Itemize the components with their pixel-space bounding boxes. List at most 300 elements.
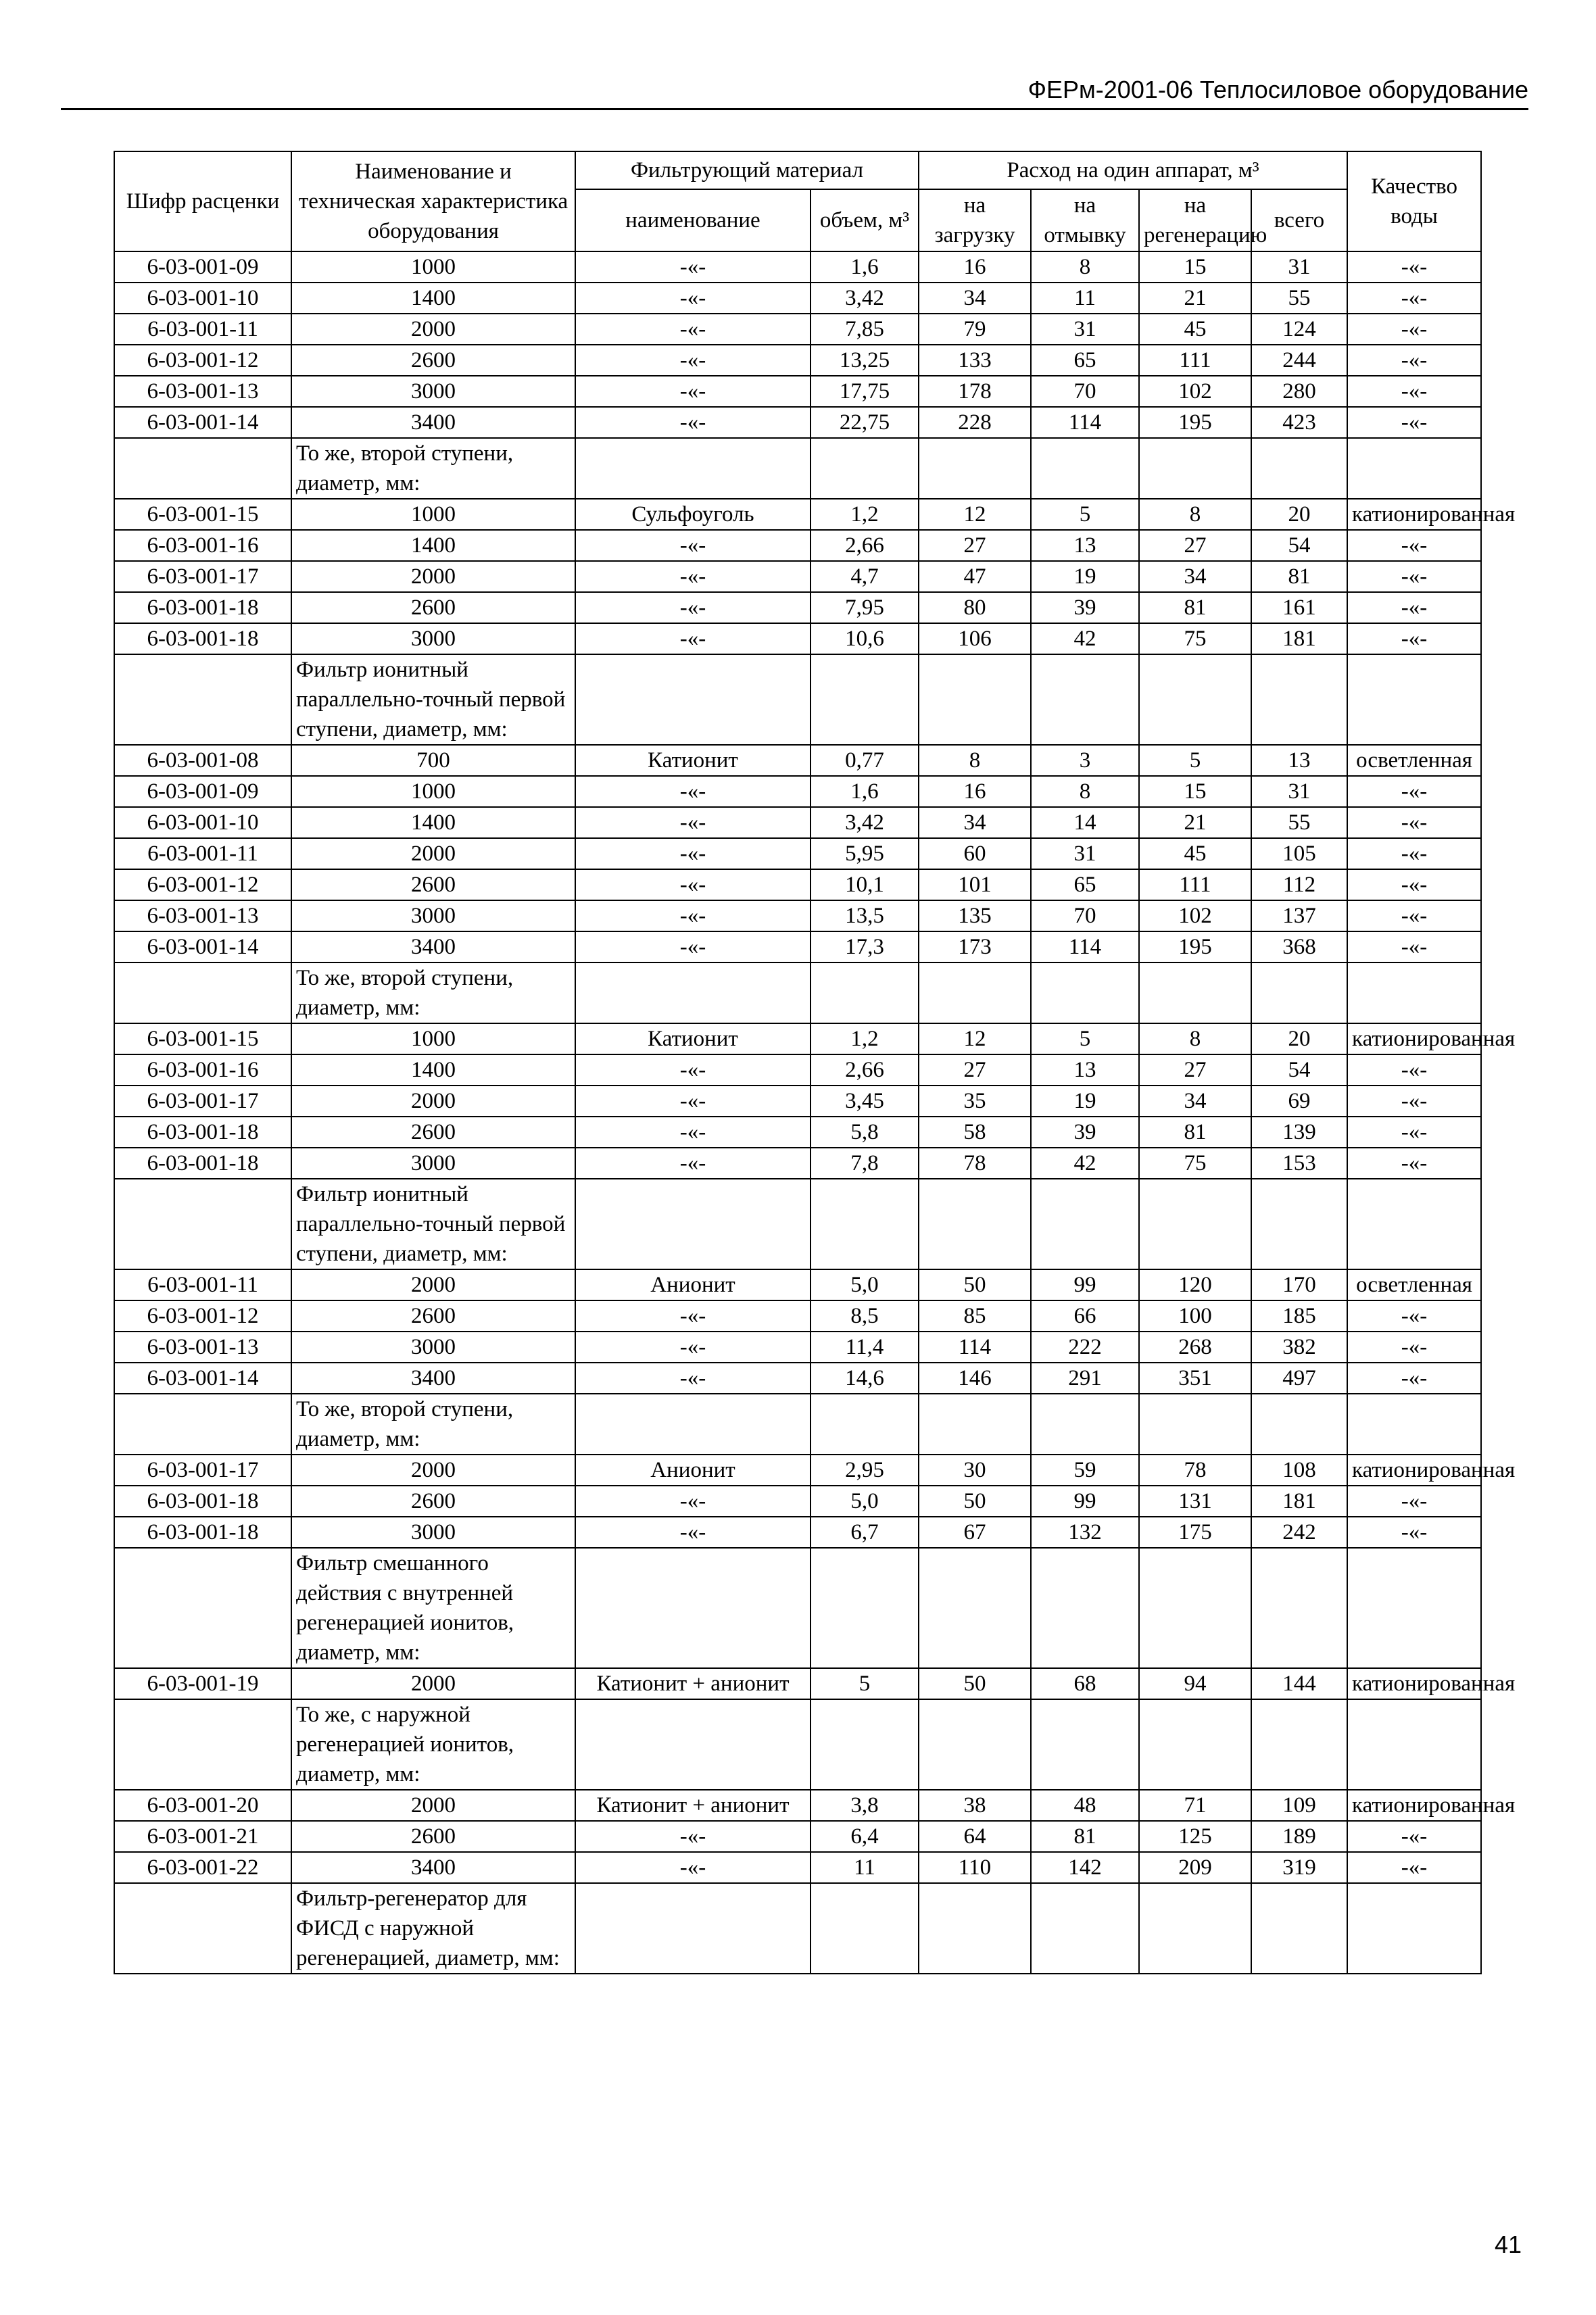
quality-cell: -«- — [1347, 530, 1481, 561]
total-cell: 55 — [1251, 807, 1347, 838]
table-row — [114, 592, 1481, 623]
load-cell: 85 — [919, 1300, 1031, 1332]
material-cell: -«- — [575, 1148, 811, 1179]
volume-cell — [811, 962, 919, 1023]
name-cell: 2600 — [291, 1117, 575, 1148]
name-cell: 1000 — [291, 251, 575, 283]
load-cell — [919, 1548, 1031, 1668]
regen-cell: 81 — [1139, 592, 1251, 623]
table-row — [114, 1269, 1481, 1300]
volume-cell: 1,2 — [811, 499, 919, 530]
regen-cell: 34 — [1139, 561, 1251, 592]
regen-cell — [1139, 1394, 1251, 1455]
load-cell: 173 — [919, 931, 1031, 962]
name-cell: Фильтр ионитный параллельно-точный первой ступени, диаметр, мм: — [291, 654, 575, 745]
load-cell: 27 — [919, 1054, 1031, 1086]
material-cell: -«- — [575, 931, 811, 962]
col-header-name: Наименование и техническая характеристика оборудования — [291, 151, 575, 251]
regen-cell — [1139, 654, 1251, 745]
table-row — [114, 1517, 1481, 1548]
name-cell: 2000 — [291, 1790, 575, 1821]
total-cell — [1251, 1179, 1347, 1269]
volume-cell: 7,95 — [811, 592, 919, 623]
wash-cell — [1031, 962, 1139, 1023]
material-cell: Катионит + анионит — [575, 1790, 811, 1821]
name-cell: 2600 — [291, 592, 575, 623]
load-cell: 146 — [919, 1363, 1031, 1394]
wash-cell — [1031, 654, 1139, 745]
table-row — [114, 1148, 1481, 1179]
table-row — [114, 499, 1481, 530]
load-cell — [919, 962, 1031, 1023]
wash-cell: 68 — [1031, 1668, 1139, 1699]
quality-cell — [1347, 1883, 1481, 1974]
volume-cell: 6,4 — [811, 1821, 919, 1852]
material-cell: Катионит — [575, 1023, 811, 1054]
volume-cell — [811, 1548, 919, 1668]
quality-cell: -«- — [1347, 1821, 1481, 1852]
regen-cell: 120 — [1139, 1269, 1251, 1300]
code-cell: 6-03-001-17 — [114, 561, 291, 592]
volume-cell: 10,1 — [811, 869, 919, 900]
table-row — [114, 1332, 1481, 1363]
wash-cell — [1031, 1394, 1139, 1455]
wash-cell: 81 — [1031, 1821, 1139, 1852]
regen-cell: 21 — [1139, 283, 1251, 314]
quality-cell: -«- — [1347, 376, 1481, 407]
material-cell: -«- — [575, 251, 811, 283]
total-cell — [1251, 654, 1347, 745]
wash-cell: 65 — [1031, 345, 1139, 376]
wash-cell: 114 — [1031, 931, 1139, 962]
total-cell: 54 — [1251, 1054, 1347, 1086]
regen-cell — [1139, 962, 1251, 1023]
code-cell: 6-03-001-18 — [114, 1117, 291, 1148]
total-cell: 319 — [1251, 1852, 1347, 1883]
quality-cell: -«- — [1347, 931, 1481, 962]
table-row — [114, 1668, 1481, 1699]
name-cell: 700 — [291, 745, 575, 776]
quality-cell: -«- — [1347, 1517, 1481, 1548]
volume-cell — [811, 654, 919, 745]
name-cell: Фильтр-регенератор для ФИСД с наружной регенерацией, диаметр, мм: — [291, 1883, 575, 1974]
code-cell: 6-03-001-20 — [114, 1790, 291, 1821]
code-cell: 6-03-001-11 — [114, 838, 291, 869]
volume-cell: 5,8 — [811, 1117, 919, 1148]
load-cell — [919, 1179, 1031, 1269]
wash-cell: 8 — [1031, 251, 1139, 283]
regen-cell — [1139, 1179, 1251, 1269]
total-cell: 181 — [1251, 1486, 1347, 1517]
material-cell: -«- — [575, 1117, 811, 1148]
table-row — [114, 1300, 1481, 1332]
quality-cell — [1347, 654, 1481, 745]
code-cell: 6-03-001-11 — [114, 1269, 291, 1300]
total-cell — [1251, 1883, 1347, 1974]
name-cell: То же, с наружной регенерацией ионитов, диаметр, мм: — [291, 1699, 575, 1790]
header-rule — [61, 108, 1528, 110]
material-cell: -«- — [575, 1300, 811, 1332]
quality-cell: катионированная — [1347, 1023, 1481, 1054]
regen-cell: 21 — [1139, 807, 1251, 838]
load-cell: 47 — [919, 561, 1031, 592]
code-cell: 6-03-001-21 — [114, 1821, 291, 1852]
wash-cell — [1031, 1548, 1139, 1668]
volume-cell: 5,0 — [811, 1486, 919, 1517]
quality-cell: -«- — [1347, 838, 1481, 869]
table-row — [114, 1821, 1481, 1852]
quality-cell: -«- — [1347, 900, 1481, 931]
material-cell — [575, 1179, 811, 1269]
volume-cell: 8,5 — [811, 1300, 919, 1332]
code-cell: 6-03-001-13 — [114, 376, 291, 407]
code-cell: 6-03-001-18 — [114, 1517, 291, 1548]
code-cell — [114, 1883, 291, 1974]
material-cell — [575, 1394, 811, 1455]
name-cell: 3400 — [291, 931, 575, 962]
load-cell: 8 — [919, 745, 1031, 776]
quality-cell: -«- — [1347, 807, 1481, 838]
regen-cell: 111 — [1139, 869, 1251, 900]
name-cell: 2600 — [291, 869, 575, 900]
wash-cell — [1031, 1179, 1139, 1269]
regen-cell: 195 — [1139, 931, 1251, 962]
quality-cell: -«- — [1347, 869, 1481, 900]
wash-cell: 70 — [1031, 376, 1139, 407]
volume-cell: 11 — [811, 1852, 919, 1883]
volume-cell: 17,75 — [811, 376, 919, 407]
col-header-load: на загрузку — [919, 189, 1031, 251]
quality-cell: катионированная — [1347, 1455, 1481, 1486]
code-cell: 6-03-001-15 — [114, 499, 291, 530]
quality-cell — [1347, 438, 1481, 499]
table-row — [114, 869, 1481, 900]
volume-cell: 7,8 — [811, 1148, 919, 1179]
load-cell: 12 — [919, 1023, 1031, 1054]
total-cell: 497 — [1251, 1363, 1347, 1394]
quality-cell: осветленная — [1347, 1269, 1481, 1300]
total-cell: 20 — [1251, 1023, 1347, 1054]
code-cell: 6-03-001-14 — [114, 1363, 291, 1394]
code-cell: 6-03-001-10 — [114, 807, 291, 838]
name-cell: 1400 — [291, 530, 575, 561]
material-cell: -«- — [575, 1821, 811, 1852]
name-cell: 2600 — [291, 1300, 575, 1332]
name-cell: 3000 — [291, 623, 575, 654]
code-cell: 6-03-001-09 — [114, 251, 291, 283]
quality-cell: -«- — [1347, 1086, 1481, 1117]
table-row — [114, 807, 1481, 838]
load-cell: 78 — [919, 1148, 1031, 1179]
material-cell: -«- — [575, 1852, 811, 1883]
regen-cell: 5 — [1139, 745, 1251, 776]
name-cell: 3400 — [291, 1852, 575, 1883]
section-row — [114, 654, 1481, 745]
load-cell: 30 — [919, 1455, 1031, 1486]
material-cell: -«- — [575, 561, 811, 592]
load-cell: 135 — [919, 900, 1031, 931]
code-cell: 6-03-001-16 — [114, 1054, 291, 1086]
table-row — [114, 1054, 1481, 1086]
code-cell — [114, 1394, 291, 1455]
material-cell: -«- — [575, 314, 811, 345]
volume-cell: 11,4 — [811, 1332, 919, 1363]
quality-cell: -«- — [1347, 561, 1481, 592]
regen-cell: 351 — [1139, 1363, 1251, 1394]
material-cell — [575, 438, 811, 499]
regen-cell: 75 — [1139, 1148, 1251, 1179]
material-cell — [575, 1699, 811, 1790]
quality-cell: -«- — [1347, 283, 1481, 314]
name-cell: 3000 — [291, 1517, 575, 1548]
code-cell: 6-03-001-13 — [114, 900, 291, 931]
code-cell: 6-03-001-18 — [114, 623, 291, 654]
regen-cell: 100 — [1139, 1300, 1251, 1332]
wash-cell — [1031, 1699, 1139, 1790]
volume-cell: 22,75 — [811, 407, 919, 438]
table-row — [114, 314, 1481, 345]
col-header-quality: Качество воды — [1347, 151, 1481, 251]
material-cell: -«- — [575, 376, 811, 407]
wash-cell: 3 — [1031, 745, 1139, 776]
section-row — [114, 438, 1481, 499]
total-cell: 108 — [1251, 1455, 1347, 1486]
quality-cell: -«- — [1347, 1300, 1481, 1332]
load-cell — [919, 438, 1031, 499]
wash-cell: 42 — [1031, 1148, 1139, 1179]
volume-cell: 4,7 — [811, 561, 919, 592]
total-cell: 153 — [1251, 1148, 1347, 1179]
material-cell — [575, 962, 811, 1023]
quality-cell: -«- — [1347, 1117, 1481, 1148]
quality-cell — [1347, 1548, 1481, 1668]
table-row — [114, 561, 1481, 592]
load-cell: 110 — [919, 1852, 1031, 1883]
code-cell: 6-03-001-11 — [114, 314, 291, 345]
quality-cell: -«- — [1347, 345, 1481, 376]
regen-cell: 78 — [1139, 1455, 1251, 1486]
wash-cell: 70 — [1031, 900, 1139, 931]
regen-cell: 15 — [1139, 251, 1251, 283]
code-cell — [114, 1699, 291, 1790]
name-cell: 2000 — [291, 838, 575, 869]
code-cell: 6-03-001-22 — [114, 1852, 291, 1883]
name-cell: Фильтр ионитный параллельно-точный первой ступени, диаметр, мм: — [291, 1179, 575, 1269]
total-cell: 54 — [1251, 530, 1347, 561]
volume-cell: 5,95 — [811, 838, 919, 869]
code-cell: 6-03-001-12 — [114, 345, 291, 376]
material-cell — [575, 1548, 811, 1668]
wash-cell: 42 — [1031, 623, 1139, 654]
quality-cell: -«- — [1347, 1148, 1481, 1179]
quality-cell: -«- — [1347, 592, 1481, 623]
material-cell: -«- — [575, 900, 811, 931]
table-body — [114, 251, 1516, 1974]
material-cell: -«- — [575, 1086, 811, 1117]
quality-cell: -«- — [1347, 251, 1481, 283]
material-cell: Катионит + анионит — [575, 1668, 811, 1699]
total-cell — [1251, 1548, 1347, 1668]
regen-cell: 131 — [1139, 1486, 1251, 1517]
volume-cell — [811, 1179, 919, 1269]
name-cell: Фильтр смешанного действия с внутренней регенерацией ионитов, диаметр, мм: — [291, 1548, 575, 1668]
name-cell: 3000 — [291, 376, 575, 407]
name-cell: То же, второй ступени, диаметр, мм: — [291, 438, 575, 499]
total-cell: 109 — [1251, 1790, 1347, 1821]
total-cell: 423 — [1251, 407, 1347, 438]
total-cell — [1251, 438, 1347, 499]
load-cell: 106 — [919, 623, 1031, 654]
volume-cell: 17,3 — [811, 931, 919, 962]
section-row — [114, 1394, 1481, 1455]
volume-cell: 7,85 — [811, 314, 919, 345]
code-cell: 6-03-001-08 — [114, 745, 291, 776]
volume-cell: 13,5 — [811, 900, 919, 931]
material-cell: -«- — [575, 345, 811, 376]
regen-cell — [1139, 1548, 1251, 1668]
regen-cell: 175 — [1139, 1517, 1251, 1548]
quality-cell: катионированная — [1347, 499, 1481, 530]
code-cell: 6-03-001-16 — [114, 530, 291, 561]
name-cell: 1000 — [291, 499, 575, 530]
material-cell — [575, 1883, 811, 1974]
load-cell: 114 — [919, 1332, 1031, 1363]
regen-cell: 102 — [1139, 900, 1251, 931]
load-cell — [919, 1394, 1031, 1455]
material-cell: -«- — [575, 407, 811, 438]
total-cell: 170 — [1251, 1269, 1347, 1300]
wash-cell — [1031, 438, 1139, 499]
wash-cell: 13 — [1031, 530, 1139, 561]
load-cell: 16 — [919, 251, 1031, 283]
wash-cell: 66 — [1031, 1300, 1139, 1332]
material-cell: -«- — [575, 1517, 811, 1548]
table-row — [114, 1455, 1481, 1486]
regen-cell: 268 — [1139, 1332, 1251, 1363]
total-cell: 139 — [1251, 1117, 1347, 1148]
name-cell: 3400 — [291, 1363, 575, 1394]
load-cell: 64 — [919, 1821, 1031, 1852]
material-cell: -«- — [575, 623, 811, 654]
quality-cell — [1347, 1394, 1481, 1455]
load-cell: 12 — [919, 499, 1031, 530]
name-cell: 1000 — [291, 1023, 575, 1054]
table-row — [114, 776, 1481, 807]
material-cell: -«- — [575, 283, 811, 314]
material-cell: -«- — [575, 869, 811, 900]
regen-cell: 27 — [1139, 530, 1251, 561]
wash-cell: 142 — [1031, 1852, 1139, 1883]
volume-cell: 3,42 — [811, 807, 919, 838]
total-cell: 161 — [1251, 592, 1347, 623]
load-cell — [919, 654, 1031, 745]
quality-cell: -«- — [1347, 776, 1481, 807]
code-cell: 6-03-001-14 — [114, 407, 291, 438]
load-cell: 67 — [919, 1517, 1031, 1548]
total-cell: 189 — [1251, 1821, 1347, 1852]
load-cell: 27 — [919, 530, 1031, 561]
total-cell: 13 — [1251, 745, 1347, 776]
wash-cell: 5 — [1031, 499, 1139, 530]
material-cell: -«- — [575, 1363, 811, 1394]
regen-cell: 195 — [1139, 407, 1251, 438]
total-cell: 242 — [1251, 1517, 1347, 1548]
regen-cell: 102 — [1139, 376, 1251, 407]
col-header-wash: на отмывку — [1031, 189, 1139, 251]
volume-cell: 1,6 — [811, 251, 919, 283]
quality-cell: осветленная — [1347, 745, 1481, 776]
volume-cell — [811, 438, 919, 499]
load-cell: 50 — [919, 1269, 1031, 1300]
quality-cell: -«- — [1347, 1332, 1481, 1363]
regen-cell: 209 — [1139, 1852, 1251, 1883]
volume-cell: 2,66 — [811, 1054, 919, 1086]
regen-cell — [1139, 1883, 1251, 1974]
wash-cell: 132 — [1031, 1517, 1139, 1548]
quality-cell: -«- — [1347, 623, 1481, 654]
quality-cell: -«- — [1347, 1363, 1481, 1394]
load-cell: 34 — [919, 807, 1031, 838]
volume-cell: 3,8 — [811, 1790, 919, 1821]
wash-cell: 48 — [1031, 1790, 1139, 1821]
volume-cell: 5 — [811, 1668, 919, 1699]
name-cell: 2000 — [291, 1086, 575, 1117]
wash-cell: 5 — [1031, 1023, 1139, 1054]
volume-cell — [811, 1699, 919, 1790]
code-cell — [114, 654, 291, 745]
code-cell: 6-03-001-13 — [114, 1332, 291, 1363]
section-row — [114, 1883, 1481, 1974]
wash-cell: 291 — [1031, 1363, 1139, 1394]
section-row — [114, 1699, 1481, 1790]
code-cell: 6-03-001-14 — [114, 931, 291, 962]
regen-cell: 45 — [1139, 838, 1251, 869]
section-row — [114, 1548, 1481, 1668]
name-cell: 2600 — [291, 1821, 575, 1852]
code-cell — [114, 1548, 291, 1668]
total-cell: 31 — [1251, 776, 1347, 807]
code-cell: 6-03-001-12 — [114, 1300, 291, 1332]
name-cell: 3400 — [291, 407, 575, 438]
total-cell: 185 — [1251, 1300, 1347, 1332]
name-cell: 1400 — [291, 283, 575, 314]
volume-cell: 14,6 — [811, 1363, 919, 1394]
material-cell — [575, 654, 811, 745]
regen-cell: 75 — [1139, 623, 1251, 654]
table-row — [114, 838, 1481, 869]
volume-cell: 2,66 — [811, 530, 919, 561]
total-cell: 382 — [1251, 1332, 1347, 1363]
name-cell: 1400 — [291, 1054, 575, 1086]
table-row — [114, 407, 1481, 438]
name-cell: 2000 — [291, 1668, 575, 1699]
volume-cell: 3,42 — [811, 283, 919, 314]
regen-cell: 81 — [1139, 1117, 1251, 1148]
table-row — [114, 251, 1481, 283]
table-row — [114, 376, 1481, 407]
regen-cell: 94 — [1139, 1668, 1251, 1699]
table-row — [114, 530, 1481, 561]
volume-cell: 10,6 — [811, 623, 919, 654]
page-number: 41 — [1494, 2231, 1522, 2258]
volume-cell — [811, 1394, 919, 1455]
total-cell: 144 — [1251, 1668, 1347, 1699]
name-cell: 3000 — [291, 900, 575, 931]
volume-cell — [811, 1883, 919, 1974]
quality-cell: -«- — [1347, 1852, 1481, 1883]
volume-cell: 5,0 — [811, 1269, 919, 1300]
quality-cell — [1347, 962, 1481, 1023]
